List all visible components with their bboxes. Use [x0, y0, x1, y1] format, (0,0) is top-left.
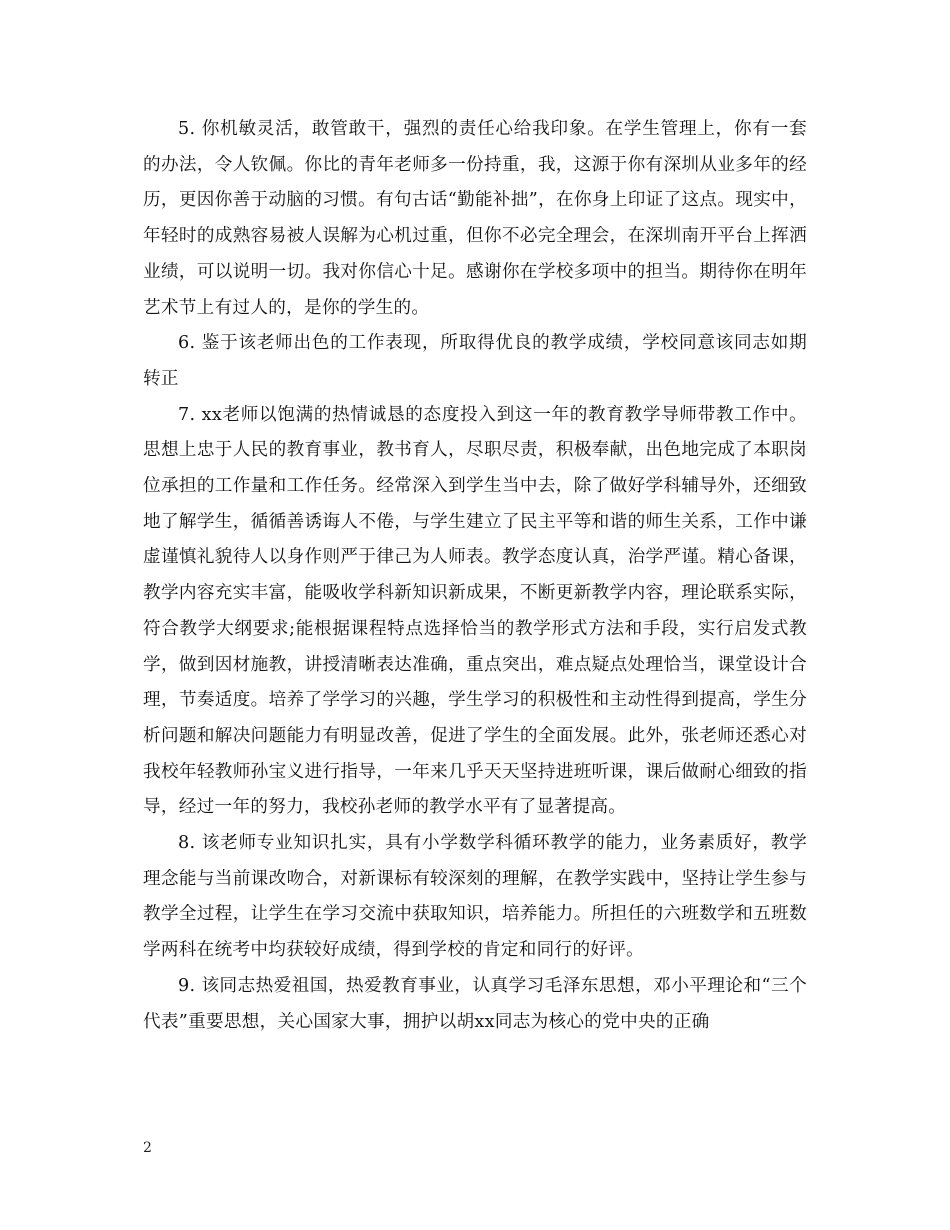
page-number: 2	[143, 1140, 152, 1156]
paragraph-9: 9. 该同志热爱祖国，热爱教育事业，认真学习毛泽东思想，邓小平理论和“三个代表”重要思想，关心国家大事，拥护以胡xx同志为核心的党中央的正确	[143, 975, 807, 1032]
paragraph-6: 6. 鉴于该老师出色的工作表现，所取得优良的教学成绩，学校同意该同志如期转正	[143, 333, 807, 389]
paragraph-5: 5. 你机敏灵活，敢管敢干，强烈的责任心给我印象。在学生管理上，你有一套的办法，令人钦佩。你比的青年老师多一份持重，我，这源于你有深圳从业多年的经历，更因你善于动脑的习惯。有句古话“勤能补拙”，在你身上印证了这点。现实中，年轻时的成熟容易被人误解为心机过重，但你不必完全理会，在深圳南开平台上挥洒业绩，可以说明一切。我对你信心十足。感谢你在学校多项中的担当。期待你在明年艺术节上有过人的，是你的学生的。	[143, 119, 807, 318]
paragraph-8: 8. 该老师专业知识扎实，具有小学数学科循环教学的能力，业务素质好，教学理念能与当前课改吻合，对新课标有较深刻的理解，在教学实践中，坚持让学生参与教学全过程，让学生在学习交流中获取知识，培养能力。所担任的六班数学和五班数学两科在统考中均获较好成绩，得到学校的肯定和同行的好评。	[143, 833, 807, 961]
document-body	[143, 112, 807, 1040]
paragraph-7: 7. xx老师以饱满的热情诚恳的态度投入到这一年的教育教学导师带教工作中。思想上忠于人民的教育事业，教书育人，尽职尽责，积极奉献，出色地完成了本职岗位承担的工作量和工作任务。经常深入到学生当中去，除了做好学科辅导外，还细致地了解学生，循循善诱诲人不倦，与学生建立了民主平等和谐的师生关系，工作中谦虚谨慎礼貌待人以身作则严于律己为人师表。教学态度认真，治学严谨。精心备课，教学内容充实丰富，能吸收学科新知识新成果，不断更新教学内容，理论联系实际，符合教学大纲要求;能根据课程特点选择恰当的教学形式方法和手段，实行启发式教学，做到因材施教，讲授清晰表达准确，重点突出，难点疑点处理恰当，课堂设计合理，节奏适度。培养了学学习的兴趣，学生学习的积极性和主动性得到提高，学生分析问题和解决问题能力有明显改善，促进了学生的全面发展。此外，张老师还悉心对我校年轻教师孙宝义进行指导，一年来几乎天天坚持进班听课，课后做耐心细致的指导，经过一年的努力，我校孙老师的教学水平有了显著提高。	[143, 404, 807, 818]
